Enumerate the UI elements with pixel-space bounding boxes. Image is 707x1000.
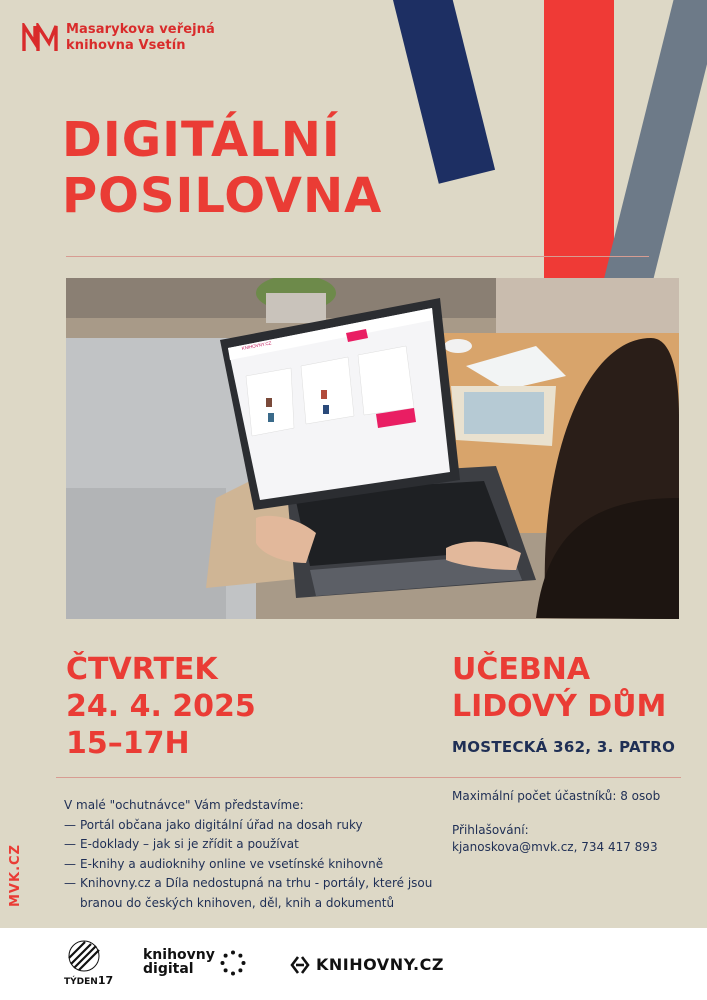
library-name — [66, 22, 215, 54]
event-date: 24. 4. 2025 — [66, 689, 256, 724]
side-url-link[interactable]: MVK.CZ — [8, 844, 23, 907]
program-item: — E-doklady – jak si je zřídit a používat — [64, 835, 454, 855]
registration-label: Přihlašování: — [452, 823, 529, 837]
mvk-logo-icon — [22, 23, 58, 53]
title-line1: DIGITÁLNÍ — [62, 112, 341, 168]
knihovny-cz-text: KNIHOVNY.CZ — [316, 955, 444, 974]
tyden-word: TÝDEN — [64, 977, 98, 987]
program-item: — Knihovny.cz a Díla nedostupná na trhu - portály, které jsou branou do českých knihoven, děl, knih a dokumentů — [64, 874, 454, 913]
dots-circle-icon — [220, 950, 246, 976]
tyden-knihoven-logo[interactable] — [64, 940, 114, 987]
title-line2: POSILOVNA — [62, 168, 383, 224]
registration-contact[interactable]: kjanoskova@mvk.cz, 734 417 893 — [452, 840, 658, 854]
program-item: — Portál občana jako digitální úřad na dosah ruky — [64, 816, 454, 836]
event-date-block — [66, 651, 256, 762]
laptop-photo-illustration — [66, 278, 679, 619]
library-logo[interactable] — [22, 22, 215, 54]
event-place-line2: LIDOVÝ DŮM — [452, 689, 667, 724]
knihovny-digital-line2: digital — [143, 961, 194, 977]
tyden-stripes-icon — [67, 940, 101, 972]
knihovny-digital-line1: knihovny — [143, 947, 215, 963]
navy-stripe — [388, 0, 495, 184]
mouse-icon — [444, 339, 472, 353]
program-intro: V malé "ochutnávce" Vám představíme: — [64, 798, 304, 812]
tyden-number: 17 — [97, 974, 114, 987]
divider-bottom — [56, 777, 681, 778]
program-item: — E-knihy a audioknihy online ve vsetínské knihovně — [64, 855, 454, 875]
knihovny-cz-icon — [290, 956, 310, 974]
capacity-text: Maximální počet účastníků: 8 osob — [452, 789, 661, 803]
event-details — [452, 788, 660, 856]
knihovny-cz-logo[interactable] — [290, 955, 444, 974]
gray-stripe — [603, 0, 707, 293]
event-day: ČTVRTEK — [66, 652, 218, 687]
knihovny-digital-logo[interactable] — [143, 948, 215, 976]
library-name-line1: Masarykova veřejná — [66, 22, 215, 37]
program-list — [64, 796, 454, 913]
event-place-line1: UČEBNA — [452, 652, 591, 687]
library-name-line2: knihovna Vsetín — [66, 38, 186, 53]
red-stripe — [544, 0, 614, 308]
tyden-label — [64, 974, 114, 987]
divider-top — [66, 256, 649, 257]
event-time: 15–17H — [66, 726, 190, 761]
screen-site-name: KNIHOVNY.CZ — [241, 340, 272, 351]
laptop-photo — [66, 278, 679, 619]
poster-title — [62, 112, 382, 224]
event-place-block — [452, 651, 666, 725]
event-address: MOSTECKÁ 362, 3. PATRO — [452, 738, 676, 756]
